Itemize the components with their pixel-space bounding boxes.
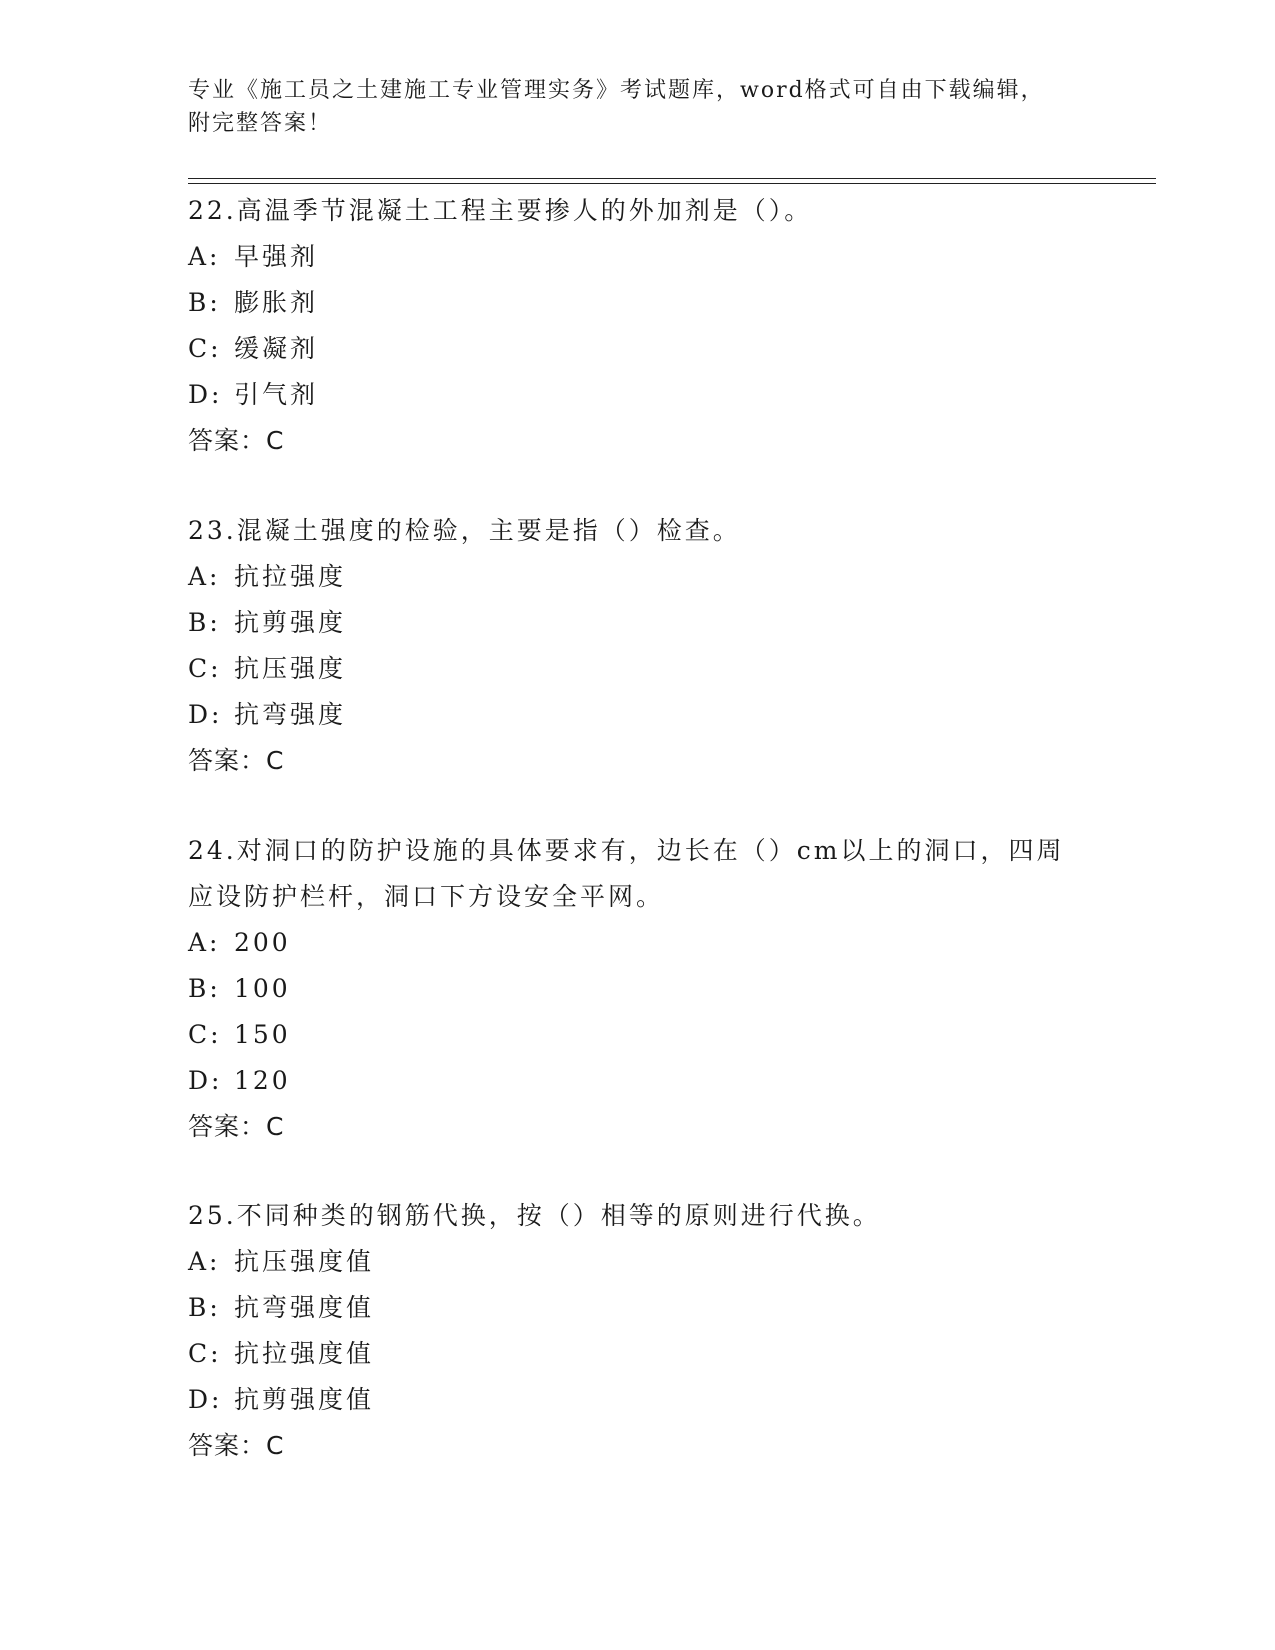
- question-stem: 22.高温季节混凝土工程主要掺人的外加剂是（）。: [188, 196, 813, 225]
- option-c: [188, 646, 1088, 692]
- option-text: 120: [234, 1066, 291, 1095]
- option-d: [188, 692, 1088, 738]
- question-stem: 25.不同种类的钢筋代换，按（）相等的原则进行代换。: [188, 1201, 881, 1230]
- option-text: 抗压强度: [234, 654, 347, 683]
- option-a: [188, 554, 1088, 600]
- question-22: [188, 188, 1088, 464]
- option-letter: D:: [188, 380, 223, 409]
- option-letter: B:: [188, 974, 221, 1003]
- question-stem-continued: 应设防护栏杆，洞口下方设安全平网。: [188, 882, 665, 911]
- option-letter: A:: [188, 1247, 221, 1276]
- option-b: [188, 966, 1088, 1012]
- option-text: 引气剂: [234, 380, 319, 409]
- option-letter: A:: [188, 562, 221, 591]
- question-stem: 24.对洞口的防护设施的具体要求有，边长在（）cm以上的洞口，四周: [188, 836, 1065, 865]
- question-25: [188, 1193, 1088, 1469]
- option-d: [188, 1377, 1088, 1423]
- option-letter: A:: [188, 242, 221, 271]
- option-b: [188, 280, 1088, 326]
- option-letter: C:: [188, 1020, 222, 1049]
- option-text: 抗拉强度值: [234, 1339, 375, 1368]
- option-letter: D:: [188, 700, 223, 729]
- option-text: 抗弯强度值: [234, 1293, 375, 1322]
- header-line-1: 专业《施工员之土建施工专业管理实务》考试题库，word格式可自由下载编辑，: [188, 78, 1045, 103]
- option-a: [188, 1239, 1088, 1285]
- option-letter: A:: [188, 928, 221, 957]
- option-letter: D:: [188, 1385, 223, 1414]
- question-24: [188, 828, 1088, 1150]
- option-text: 缓凝剂: [234, 334, 319, 363]
- header-divider-top: [188, 178, 1156, 179]
- option-c: [188, 1012, 1088, 1058]
- option-text: 早强剂: [234, 242, 319, 271]
- option-text: 抗压强度值: [234, 1247, 375, 1276]
- header-line-2: 附完整答案！: [188, 111, 333, 136]
- option-letter: B:: [188, 288, 221, 317]
- option-a: [188, 920, 1088, 966]
- option-letter: C:: [188, 1339, 222, 1368]
- option-text: 200: [234, 928, 291, 957]
- option-c: [188, 326, 1088, 372]
- question-23: [188, 508, 1088, 784]
- option-b: [188, 1285, 1088, 1331]
- option-text: 抗剪强度: [234, 608, 347, 637]
- option-d: [188, 372, 1088, 418]
- option-letter: B:: [188, 1293, 221, 1322]
- option-text: 150: [234, 1020, 291, 1049]
- option-text: 抗弯强度: [234, 700, 347, 729]
- option-text: 100: [234, 974, 291, 1003]
- document-header: [188, 74, 1088, 140]
- answer-line: 答案：C: [188, 1112, 285, 1141]
- answer-line: 答案：C: [188, 426, 285, 455]
- option-text: 抗剪强度值: [234, 1385, 375, 1414]
- option-text: 抗拉强度: [234, 562, 347, 591]
- option-letter: C:: [188, 334, 222, 363]
- option-a: [188, 234, 1088, 280]
- option-letter: D:: [188, 1066, 223, 1095]
- option-letter: B:: [188, 608, 221, 637]
- option-b: [188, 600, 1088, 646]
- option-d: [188, 1058, 1088, 1104]
- answer-line: 答案：C: [188, 1431, 285, 1460]
- answer-line: 答案：C: [188, 746, 285, 775]
- option-c: [188, 1331, 1088, 1377]
- header-divider-bottom: [188, 183, 1156, 184]
- option-letter: C:: [188, 654, 222, 683]
- option-text: 膨胀剂: [234, 288, 319, 317]
- question-stem: 23.混凝土强度的检验，主要是指（）检查。: [188, 516, 741, 545]
